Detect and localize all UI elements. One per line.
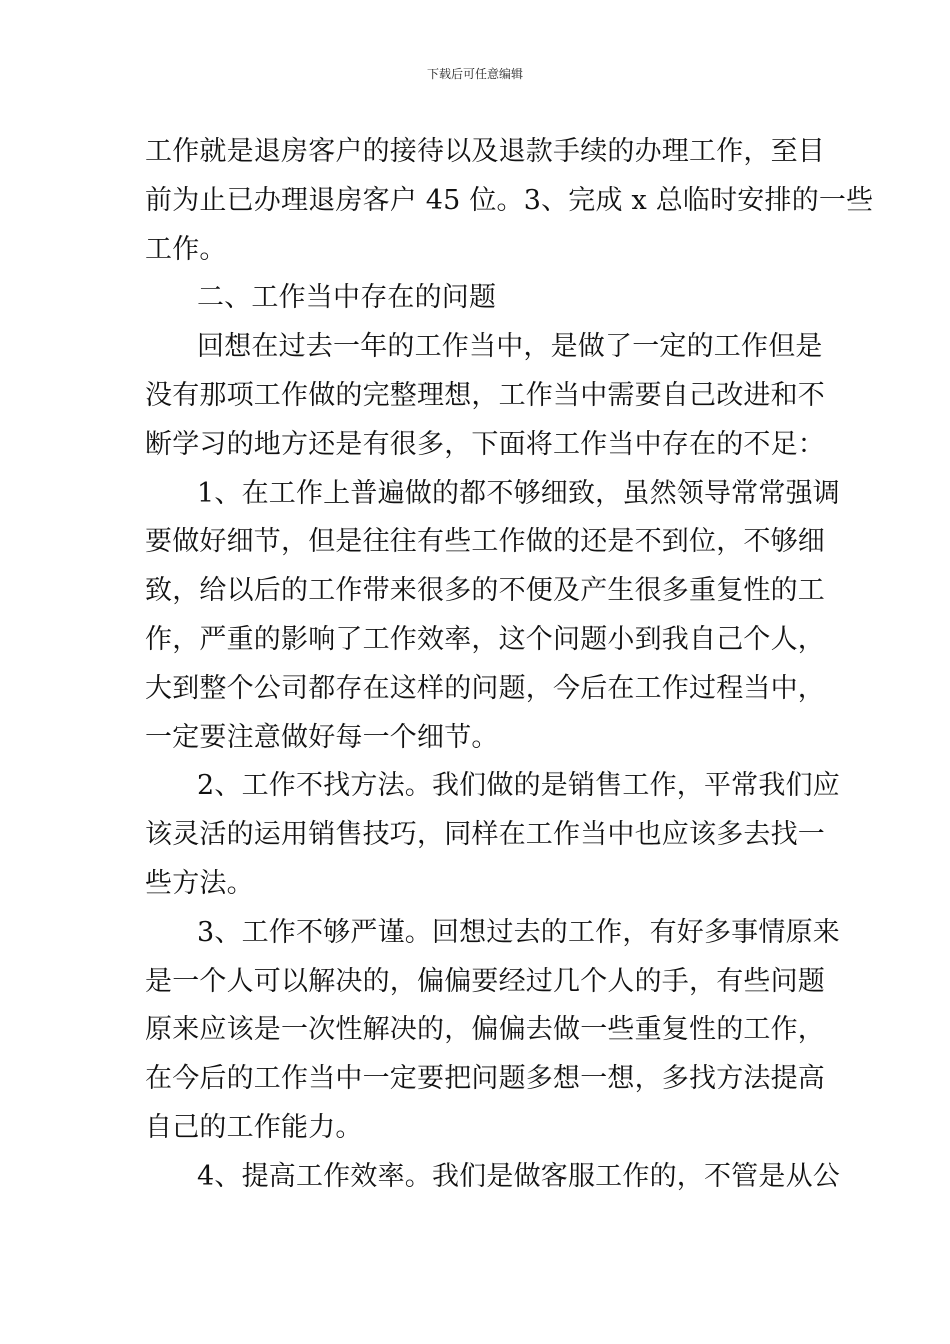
text-line: 断学习的地方还是有很多，下面将工作当中存在的不足： — [145, 428, 825, 460]
text-line: 在今后的工作当中一定要把问题多想一想，多找方法提高 — [145, 1063, 825, 1095]
text-line: 作，严重的影响了工作效率，这个问题小到我自己个人， — [145, 623, 825, 655]
text-line: 回想在过去一年的工作当中，是做了一定的工作但是 — [197, 331, 823, 363]
text-line: 没有那项工作做的完整理想，工作当中需要自己改进和不 — [145, 379, 825, 411]
text-line: 一定要注意做好每一个细节。 — [145, 721, 499, 753]
text-line: 工作就是退房客户的接待以及退款手续的办理工作，至目 — [145, 136, 825, 167]
text-line: 些方法。 — [145, 867, 254, 899]
text-line: 3、工作不够严谨。回想过去的工作，有好多事情原来 — [197, 916, 840, 948]
text-line: 1、在工作上普遍做的都不够细致，虽然领导常常强调 — [197, 477, 840, 509]
document-body — [145, 128, 874, 1202]
text-line: 工作。 — [145, 233, 227, 265]
section-heading: 二、工作当中存在的问题 — [197, 282, 497, 314]
text-line: 自己的工作能力。 — [145, 1111, 363, 1143]
page-header: 下载后可任意编辑 — [426, 67, 523, 81]
text-line: 该灵活的运用销售技巧，同样在工作当中也应该多去找一 — [145, 819, 825, 851]
text-line: 要做好细节，但是往往有些工作做的还是不到位，不够细 — [145, 526, 825, 558]
text-line: 原来应该是一次性解决的，偏偏去做一些重复性的工作， — [145, 1014, 825, 1046]
text-line: 前为止已办理退房客户 45 位。3、完成 x 总临时安排的一些 — [145, 184, 874, 216]
text-line: 是一个人可以解决的，偏偏要经过几个人的手，有些问题 — [145, 965, 825, 997]
text-line: 大到整个公司都存在这样的问题，今后在工作过程当中， — [145, 672, 825, 704]
text-line: 2、工作不找方法。我们做的是销售工作，平常我们应 — [197, 770, 840, 802]
text-line: 4、提高工作效率。我们是做客服工作的，不管是从公 — [197, 1160, 840, 1192]
text-line: 致，给以后的工作带来很多的不便及产生很多重复性的工 — [145, 575, 825, 607]
